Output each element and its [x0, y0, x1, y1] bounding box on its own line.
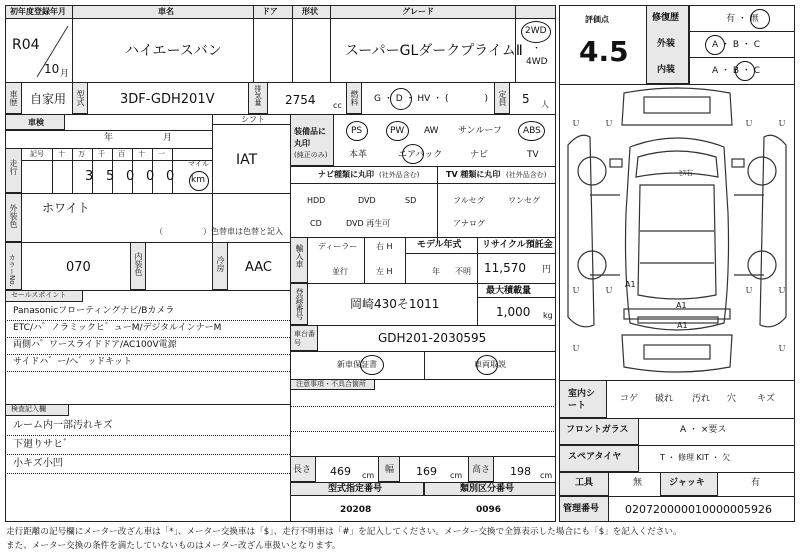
model-label: 型式 — [76, 90, 85, 106]
usage: 自家用 — [30, 92, 67, 106]
import-parallel: 並行 — [332, 267, 348, 276]
seat-tear: 破れ — [655, 394, 674, 404]
fuel-options: G ・ D ・ HV ・ ( ) — [374, 94, 489, 104]
mileage-digit-2: 0 — [126, 169, 135, 184]
height-unit: cm — [540, 471, 553, 480]
exterior-color-label: 外装色 — [9, 204, 18, 228]
car-name-label: 車名 — [158, 7, 174, 16]
import-dealer: ディーラー — [318, 242, 358, 251]
diagram-note-a1-bottom: A1 — [676, 301, 687, 310]
shift: IAT — [236, 152, 258, 168]
usage-label: 車歴 — [9, 90, 18, 106]
tv-analog: アナログ — [453, 219, 485, 228]
windshield-label: フロントガラス — [566, 425, 629, 435]
warranty-circle — [360, 355, 384, 375]
door-label: ドア — [262, 7, 278, 16]
navi-types-sub: (社外品含む) — [379, 171, 420, 179]
jack-value: 有 — [751, 478, 761, 488]
mileage-digit-3: 0 — [146, 169, 155, 184]
spare-tire-options: T ・ 修理 KIT ・ 欠 — [660, 453, 731, 462]
seat-scratch: キズ — [757, 394, 775, 404]
sales-point-1: Panasonicフローティングナビ/Bカメラ — [13, 306, 175, 316]
manual-circle — [476, 355, 498, 375]
management-label: 管理番号 — [563, 504, 600, 514]
management-value: 020720000010000005926 — [625, 503, 772, 516]
equip-abs: ABS — [523, 126, 541, 136]
reg-year-label: 初年度登録年月 — [10, 7, 66, 16]
header-label-bar — [5, 5, 556, 19]
exterior-color: ホワイト — [42, 201, 90, 215]
tools-value: 無 — [633, 478, 643, 488]
height-label: 高さ — [472, 465, 491, 475]
body-diagram — [560, 85, 794, 375]
grade-label: グレード — [402, 7, 434, 16]
seat-hole: 穴 — [727, 394, 737, 404]
exterior-a-circle — [705, 35, 725, 55]
drive-dot: ・ — [532, 44, 542, 54]
manual: 車両取説 — [474, 360, 506, 369]
color-no: 070 — [66, 260, 91, 275]
mileage-header-2: 万 — [78, 150, 85, 158]
navi-hdd: HDD — [307, 196, 326, 205]
mileage-label: 走行 — [9, 159, 18, 175]
color-no-label: カラーNo. — [8, 254, 16, 287]
inspector-line-3: 小キズ小凹 — [13, 458, 63, 469]
jack-label: ジャッキ — [669, 478, 705, 488]
footer-line-2: また、メーター交換の条件を満たしていないものはメーター改ざん車扱いとなります。 — [6, 541, 341, 551]
mileage-header-4: 百 — [118, 150, 125, 158]
equip-ps-circle — [346, 121, 368, 141]
mileage-header-5: 十 — [138, 150, 145, 158]
mileage-digit-0: 3 — [85, 169, 94, 184]
reg-era: R04 — [12, 37, 40, 53]
diagram-label-u2: Ｕ — [605, 119, 613, 128]
repair-label: 修復歴 — [652, 13, 680, 23]
import-left-h: 左 H — [376, 267, 393, 276]
car-name: ハイエースバン — [125, 43, 222, 59]
model-year-unit: 年 — [432, 267, 440, 276]
repair-options: 有 ・ 無 — [726, 14, 759, 24]
max-load-unit: kg — [543, 311, 553, 320]
windshield-options: A ・ ×要ス — [680, 425, 727, 435]
interior-seat-label: 室内シート — [568, 389, 596, 411]
equipment-sub-label: (純正のみ) — [294, 151, 328, 159]
inspector-label: 検査記入欄 — [11, 405, 46, 413]
shift-label: シフト — [241, 115, 265, 124]
diagram-label-u6: Ｕ — [605, 286, 613, 295]
footer-line-1: 走行距離の記号欄にメーター改ざん車は「*」、メーター交換車は「$」、走行不明車は「#」を記入してください。メーター交換で全算表示した場合にも「$」を記入ください。 — [6, 527, 682, 537]
max-load-label: 最大積載量 — [486, 286, 532, 296]
drive-4wd: 4WD — [526, 57, 548, 67]
capacity: 5 — [522, 92, 530, 106]
length-label: 長さ — [293, 465, 312, 475]
navi-cd: CD — [310, 219, 322, 228]
ac-label: 冷房 — [216, 256, 225, 272]
recycle-value: 11,570 — [484, 261, 526, 275]
inspection-label: 車検 — [28, 118, 44, 127]
equip-ps: PS — [351, 126, 363, 136]
equipment-label: 装備品に丸印 — [294, 127, 326, 148]
equip-airbag-circle — [402, 144, 424, 164]
diagram-label-u5: Ｕ — [572, 286, 580, 295]
model-year-unknown: 不明 — [455, 267, 471, 276]
tv-types-label: TV 種類に丸印 — [446, 170, 501, 179]
mileage-header-1: 十 — [58, 150, 65, 158]
import-right-h: 右 H — [376, 242, 393, 251]
length: 469 — [330, 465, 351, 478]
mileage-header-3: 千 — [98, 150, 105, 158]
diagram-label-u7: Ｕ — [745, 286, 753, 295]
tv-fullseg: フルセグ — [453, 196, 485, 205]
equip-aw: AW — [424, 126, 439, 136]
sales-point-2: ETC/ハ゜ノラミックヒ゛ューM/デジタルインナーM — [13, 323, 222, 333]
navi-sd: SD — [405, 196, 417, 205]
equip-pw-circle — [386, 121, 409, 141]
shape-label: 形状 — [302, 7, 318, 16]
equip-airbag: エアバック — [398, 150, 443, 160]
repair-none-circle — [750, 9, 770, 29]
category: 0096 — [476, 505, 502, 515]
designation-label: 型式指定番号 — [328, 484, 383, 494]
width-unit: cm — [450, 471, 463, 480]
reg-month-unit: 月 — [60, 69, 70, 79]
mileage-header-0: 記号 — [30, 150, 44, 158]
model: 3DF-GDH201V — [120, 92, 215, 107]
plate: 岡崎430そ1011 — [350, 297, 440, 311]
chassis-label: 車台番号 — [294, 330, 315, 347]
import-label: 輸入車 — [295, 244, 304, 268]
equip-abs-circle — [518, 121, 545, 141]
diagram-label-u4: Ｕ — [778, 119, 786, 128]
fuel-d-circle — [390, 88, 412, 110]
sales-point-3: 両側ハ゜ワースライドドア/AC100V電源 — [13, 340, 177, 350]
diagram-note-u-bottom-2: Ｕ — [778, 344, 786, 353]
mileage-header-6: 一 — [158, 150, 165, 158]
sales-point-4: サイドハ゛ー/ヘ゛ッドキット — [13, 357, 133, 367]
displacement-label: 排気量 — [254, 85, 262, 106]
diagram-note-a1-left: A1 — [625, 280, 636, 289]
interior-options: A ・ B ・ C — [712, 66, 761, 76]
spare-tire-label: スペアタイヤ — [568, 452, 622, 462]
navi-dvd: DVD — [358, 196, 376, 205]
length-unit: cm — [362, 471, 375, 480]
interior-color-label: 内装色 — [134, 252, 143, 276]
tools-label: 工具 — [575, 478, 594, 488]
exterior-color-note: （ ）色替車は色替と記入 — [155, 227, 283, 236]
grade: スーパーGLダークプライムⅡ — [345, 43, 523, 59]
plate-label: 登録番号 — [295, 288, 304, 320]
cc-unit: cc — [333, 101, 342, 110]
equip-sunroof: サンルーフ — [458, 126, 502, 136]
seat-burn: コゲ — [620, 394, 639, 404]
equip-pw: PW — [390, 126, 405, 136]
sales-points-label: セールスポイント — [11, 291, 67, 299]
diagram-label-u3: Ｕ — [745, 119, 753, 128]
chassis: GDH201-2030595 — [378, 331, 487, 345]
category-label: 類別区分番号 — [460, 484, 515, 494]
tv-oneseg: ワンセグ — [508, 196, 540, 205]
mileage-digit-1: 5 — [106, 169, 115, 184]
interior-label: 内装 — [657, 65, 676, 75]
tv-types-sub: (社外品含む) — [506, 171, 547, 179]
diagram-note-a1-rear: A1 — [677, 321, 688, 330]
navi-dvd-play: DVD 再生可 — [346, 219, 391, 228]
equip-leather: 本革 — [349, 150, 368, 160]
capacity-unit: 人 — [541, 100, 549, 109]
equip-navi: ナビ — [470, 150, 489, 160]
notes-label: 注意事項・不具合箇所 — [296, 380, 366, 388]
diagram-label-u8: Ｕ — [778, 286, 786, 295]
drive-2wd: 2WD — [525, 26, 547, 36]
navi-types-label: ナビ種類に丸印 — [318, 170, 374, 179]
fuel-label: 燃料 — [350, 90, 359, 106]
width: 169 — [416, 465, 437, 478]
equip-tv: TV — [527, 150, 539, 160]
mileage-header-7: マイル — [188, 160, 209, 168]
mileage-unit: km — [191, 175, 205, 185]
reg-month: 10 — [44, 62, 60, 76]
max-load: 1,000 — [496, 305, 531, 319]
diagram-note-u-bottom-1: Ｕ — [572, 344, 580, 353]
inspection-year-unit: 年 — [104, 133, 114, 143]
designation: 20208 — [340, 505, 372, 515]
mileage-digit-4: 0 — [166, 169, 175, 184]
recycle-label: リサイクル預託金 — [482, 240, 553, 250]
interior-b-circle — [735, 61, 755, 81]
ac: AAC — [245, 260, 272, 275]
diagram-annotation: ﾋｽ右 — [679, 169, 693, 177]
diagram-label-u1: Ｕ — [572, 119, 580, 128]
exterior-options: A ・ B ・ C — [712, 40, 761, 50]
capacity-label: 定員 — [498, 90, 507, 106]
seat-stain: 汚れ — [692, 394, 711, 404]
width-label: 幅 — [385, 465, 395, 475]
recycle-unit: 円 — [542, 265, 552, 275]
inspection-month-unit: 月 — [163, 133, 173, 143]
inspector-line-2: 下廻りサヒ゛ — [13, 439, 73, 450]
inspector-line-1: ルーム内一部汚れキズ — [13, 420, 113, 431]
height: 198 — [510, 465, 531, 478]
score-label: 評価点 — [585, 15, 609, 24]
model-year-label: モデル年式 — [417, 240, 462, 250]
displacement: 2754 — [285, 93, 316, 107]
warranty: 新車保証書 — [337, 360, 377, 369]
exterior-label: 外装 — [657, 39, 676, 49]
score: 4.5 — [579, 35, 629, 68]
